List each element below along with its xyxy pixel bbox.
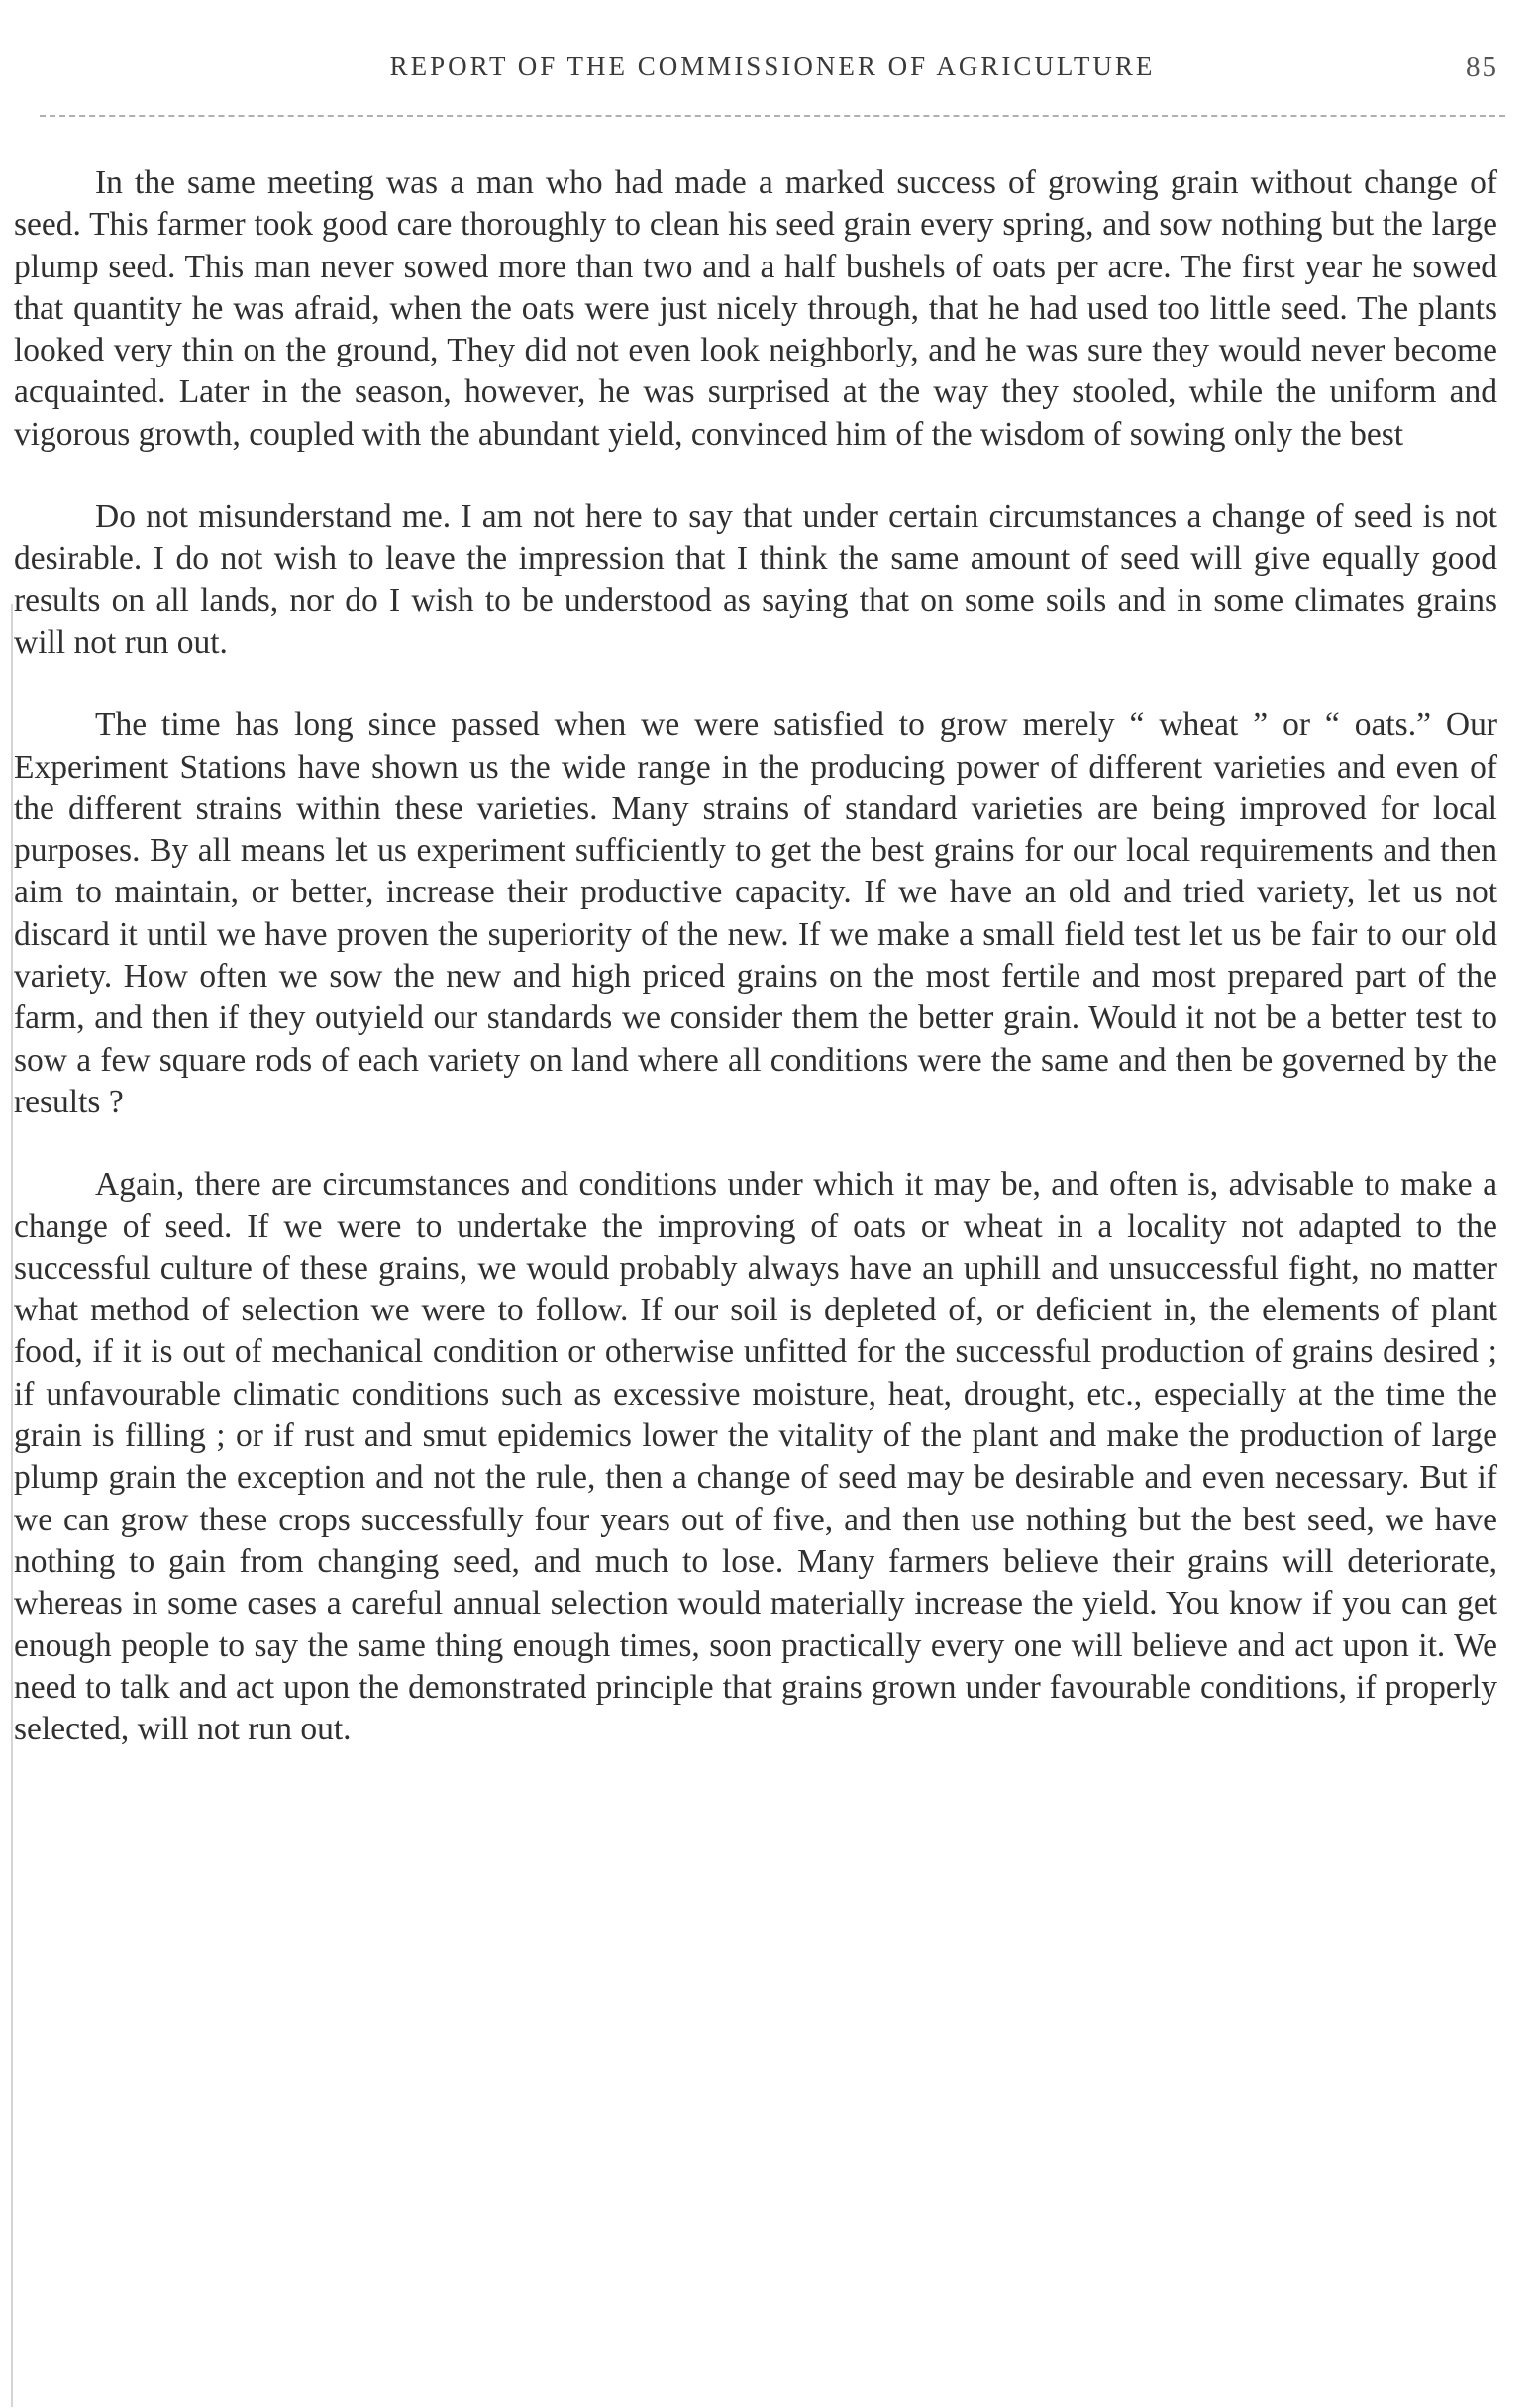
- body-text: [14, 162, 1497, 1750]
- paragraph-2: Do not misunderstand me. I am not here to say that under certain circumstances a change of seed is not desirable. I do not wish to leave the impression that I think the same amount of seed will give equally good results on all lands, nor do I wish to be understood as saying that on some soils and in some climates grains will not run out.: [14, 498, 1497, 661]
- scan-margin-line: [11, 604, 13, 2407]
- paragraph-1: In the same meeting was a man who had made a marked success of growing grain without change of seed. This farmer took good care thoroughly to clean his seed grain every spring, and sow nothing but the large plump seed. This man never sowed more than two and a half bushels of oats per acre. The first year he sowed that quantity he was afraid, when the oats were just nicely through, that he had used too little seed. The plants looked very thin on the ground, They did not even look neighborly, and he was sure they would never become acquainted. Later in the season, however, he was surprised at the way they stooled, while the uniform and vigorous growth, coupled with the abundant yield, convinced him of the wisdom of sowing only the best: [14, 164, 1497, 453]
- page-header: [0, 52, 1540, 91]
- header-rule: [40, 115, 1505, 117]
- paragraph-4: Again, there are circumstances and conditions under which it may be, and often is, advisable to make a change of seed. If we were to undertake the improving of oats or wheat in a locality not adapted to the successful culture of these grains, we would probably always have an uphill and unsuccessful fight, no matter what method of selection we were to follow. If our soil is depleted of, or deficient in, the elements of plant food, if it is out of mechanical condition or otherwise unfitted for the successful production of grains desired ; if unfavourable climatic conditions such as excessive moisture, heat, drought, etc., especially at the time the grain is filling ; or if rust and smut epidemics lower the vitality of the plant and make the production of large plump grain the exception and not the rule, then a change of seed may be desirable and even necessary. But if we can grow these crops successfully four years out of five, and then use nothing but the best seed, we have nothing to gain from changing seed, and much to lose. Many farmers believe their grains will deteriorate, whereas in some cases a careful annual selection would materially increase the yield. You know if you can get enough people to say the same thing enough times, soon practically every one will believe and act upon it. We need to talk and act upon the demonstrated principle that grains grown under favourable conditions, if properly selected, will not run out.: [14, 1166, 1497, 1748]
- paragraph-3: The time has long since passed when we were satisfied to grow merely “ wheat ” or “ oats.” Our Experiment Stations have shown us the wide range in the producing power of different varieties and even of the different strains within these varieties. Many strains of standard varieties are being improved for local purposes. By all means let us experiment sufficiently to get the best grains for our local requirements and then aim to maintain, or better, increase their productive capacity. If we have an old and tried variety, let us not discard it until we have proven the superiority of the new. If we make a small field test let us be fair to our old variety. How often we sow the new and high priced grains on the most fertile and most prepared part of the farm, and then if they outyield our standards we consider them the better grain. Would it not be a better test to sow a few square rods of each variety on land where all conditions were the same and then be governed by the results ?: [14, 706, 1497, 1120]
- page-number: 85: [1466, 52, 1498, 83]
- running-head: REPORT OF THE COMMISSIONER OF AGRICULTURE: [389, 52, 1156, 81]
